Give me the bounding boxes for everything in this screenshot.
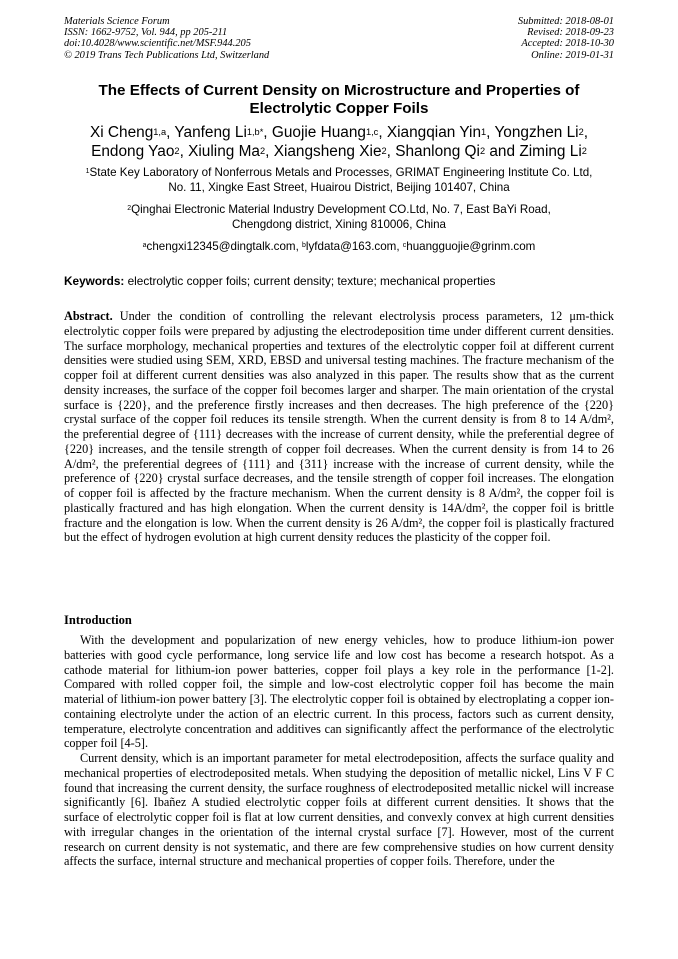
author-name: Xiangsheng Xie [273, 142, 382, 160]
abstract-text: Under the condition of controlling the relevant electrolysis process parameters, 12 μm-thick electrolytic copper foils were prepared by adjusting the electrodeposition time under different current densities. The surface morphology, mechanical properties and textures of the electrolytic copper foil at different current densities were studied using SEM, XRD, EBSD and universal testing machines. The fracture mechanism of the copper foil at different current densities was also analyzed in this paper. The results show that as the current density increases, the surface of the copper foil becomes larger and sharper. The main orientation of the crystal surface is {220}, and the preference firstly increases and then decreases. The high preference of the {220} crystal surface of the copper foil reduces its tensile strength. When the current density is from 8 to 14 A/dm², the preferential degree of {111} decreases with the increase of current density, while the preferential degree of {220} increases, and the tensile strength of copper foil decreases. When the current density is from 14 to 26 A/dm², the preferential degrees of {111} and {311} increase with the increase of current density, while the preference of {220} crystal surface decreases, and the tensile strength of copper foil increases. The elongation of copper foil is affected by the fracture mechanism. When the current density is 8 A/dm², the copper foil is plastically fractured and has high elongation. When the current density is 14A/dm², the copper foil is brittle fracture and the elongation is low. When the current density is 26 A/dm², the copper foil is plastically fractured but the effect of hydrogen evolution at high current density reduces the plasticity of the copper foil. [64, 309, 614, 545]
author-sup: 1 [481, 127, 487, 138]
journal-name: Materials Science Forum [64, 16, 170, 27]
affiliation-1 [64, 166, 614, 195]
author-separator: , [265, 142, 274, 160]
author-name: Endong Yao [91, 142, 175, 160]
author-sup: 2 [479, 145, 486, 156]
author-separator: , [386, 142, 396, 160]
author-separator: , [166, 124, 175, 141]
author-name: Xi Cheng [89, 124, 154, 141]
email-sup: b [302, 242, 306, 250]
email-address: chengxi12345@dingtalk.com [146, 240, 296, 253]
paper-title: The Effects of Current Density on Microstructure and Properties of Electrolytic Copper Foils [98, 82, 580, 117]
online-date: Online: 2019-01-31 [531, 49, 614, 61]
author-separator: , [263, 124, 272, 141]
author-name: Xiangqian Yin [386, 124, 482, 141]
accepted-date: Accepted: 2018-10-30 [521, 38, 614, 50]
author-list [64, 124, 614, 161]
paragraph: With the development and popularization of new energy vehicles, how to produce lithium-ion power batteries with good cycle performance, long service life and low cost has become a research hotspot. As a cathode material for lithium-ion power batteries, copper foil plays a key role in the performance [1-2]. Compared with rolled copper foil, the simple and low-cost electrolytic copper foil has become the main material of lithium-ion power battery [3]. The electrolytic copper foil is obtained by electroplating a copper ion-containing electrolyte under the action of an electric current. In this process, factors such as current density, temperature, electrolyte concentration and additives can significantly affect the performance of the electrolytic copper foil [4-5]. [64, 633, 614, 751]
affiliation-line: State Key Laboratory of Nonferrous Metals and Processes, GRIMAT Engineering Institute Co. Ltd, [89, 166, 593, 179]
abstract-label: Abstract. [64, 309, 113, 323]
introduction-body [64, 633, 614, 869]
author-name: Yongzhen Li [494, 124, 579, 141]
author-sup: 2 [381, 145, 387, 156]
keywords-text: electrolytic copper foils; current density; texture; mechanical properties [124, 274, 496, 288]
affiliation-line: Chengdong district, Xining 810006, China [232, 217, 446, 231]
affiliation-sup: 1 [85, 168, 90, 176]
affiliation-2 [64, 203, 614, 232]
author-sup: 1,a [153, 127, 167, 138]
author-separator: , [378, 124, 387, 141]
email-address: huangguojie@grinm.com [406, 240, 536, 253]
copyright: © 2019 Trans Tech Publications Ltd, Switzerland [64, 49, 270, 61]
author-name: Yanfeng Li [174, 124, 247, 141]
affiliation-sup: 2 [127, 205, 132, 213]
keywords [64, 274, 614, 288]
email-separator: , [295, 240, 303, 253]
keywords-label: Keywords: [64, 274, 125, 288]
author-separator: , [486, 124, 495, 141]
author-sup: 2 [578, 127, 584, 138]
email-address: lyfdata@163.com [305, 240, 397, 253]
doi: doi:10.4028/www.scientific.net/MSF.944.205 [64, 38, 251, 50]
email-separator: , [396, 240, 403, 253]
author-name: Ziming Li [519, 142, 582, 160]
author-sup: 2 [174, 145, 180, 156]
author-separator: and [485, 142, 520, 160]
author-separator: , [583, 124, 589, 141]
author-name: Xiuling Ma [188, 142, 260, 160]
journal-info [64, 16, 269, 61]
affiliation-line: Qinghai Electronic Material Industry Development CO.Ltd, No. 7, East BaYi Road, [131, 203, 551, 216]
email-list [64, 240, 614, 255]
author-sup: 1,b* [246, 127, 264, 138]
author-name: Guojie Huang [271, 124, 366, 141]
affiliation-line: No. 11, Xingke East Street, Huairou District, Beijing 101407, China [168, 180, 510, 194]
revised-date: Revised: 2018-09-23 [527, 27, 614, 39]
email-sup: a [142, 242, 147, 250]
paragraph: Current density, which is an important parameter for metal electrodeposition, affects the surface quality and mechanical properties of electrodeposited metals. When studying the deposition of metallic nickel, Lins V F C found that increasing the current density, the surface roughness of electrodeposited metallic nickel will increase significantly [6]. Ibañez A studied electrolytic copper foils at different current densities. It shows that the surface of electrolytic copper foil is flat at low current densities, and convexly convex at high current densities with irregular changes in the orientation of the internal crystal surface [7]. However, most of the current research on current density is not systematic, and there are few comprehensive studies on how current density affects the surface, internal structure and mechanical properties of copper foils. Therefore, under the [64, 751, 614, 869]
author-separator: , [179, 142, 189, 160]
abstract [64, 309, 614, 545]
author-sup: 1,c [365, 127, 379, 138]
dates-info [518, 16, 614, 61]
author-sup: 2 [581, 145, 587, 156]
email-sup: c [402, 242, 407, 250]
author-sup: 2 [259, 145, 266, 156]
author-name: Shanlong Qi [395, 142, 480, 160]
submitted-date: Submitted: 2018-08-01 [517, 16, 614, 27]
issn: ISSN: 1662-9752, Vol. 944, pp 205-211 [64, 27, 228, 39]
section-heading-introduction: Introduction [64, 613, 132, 627]
